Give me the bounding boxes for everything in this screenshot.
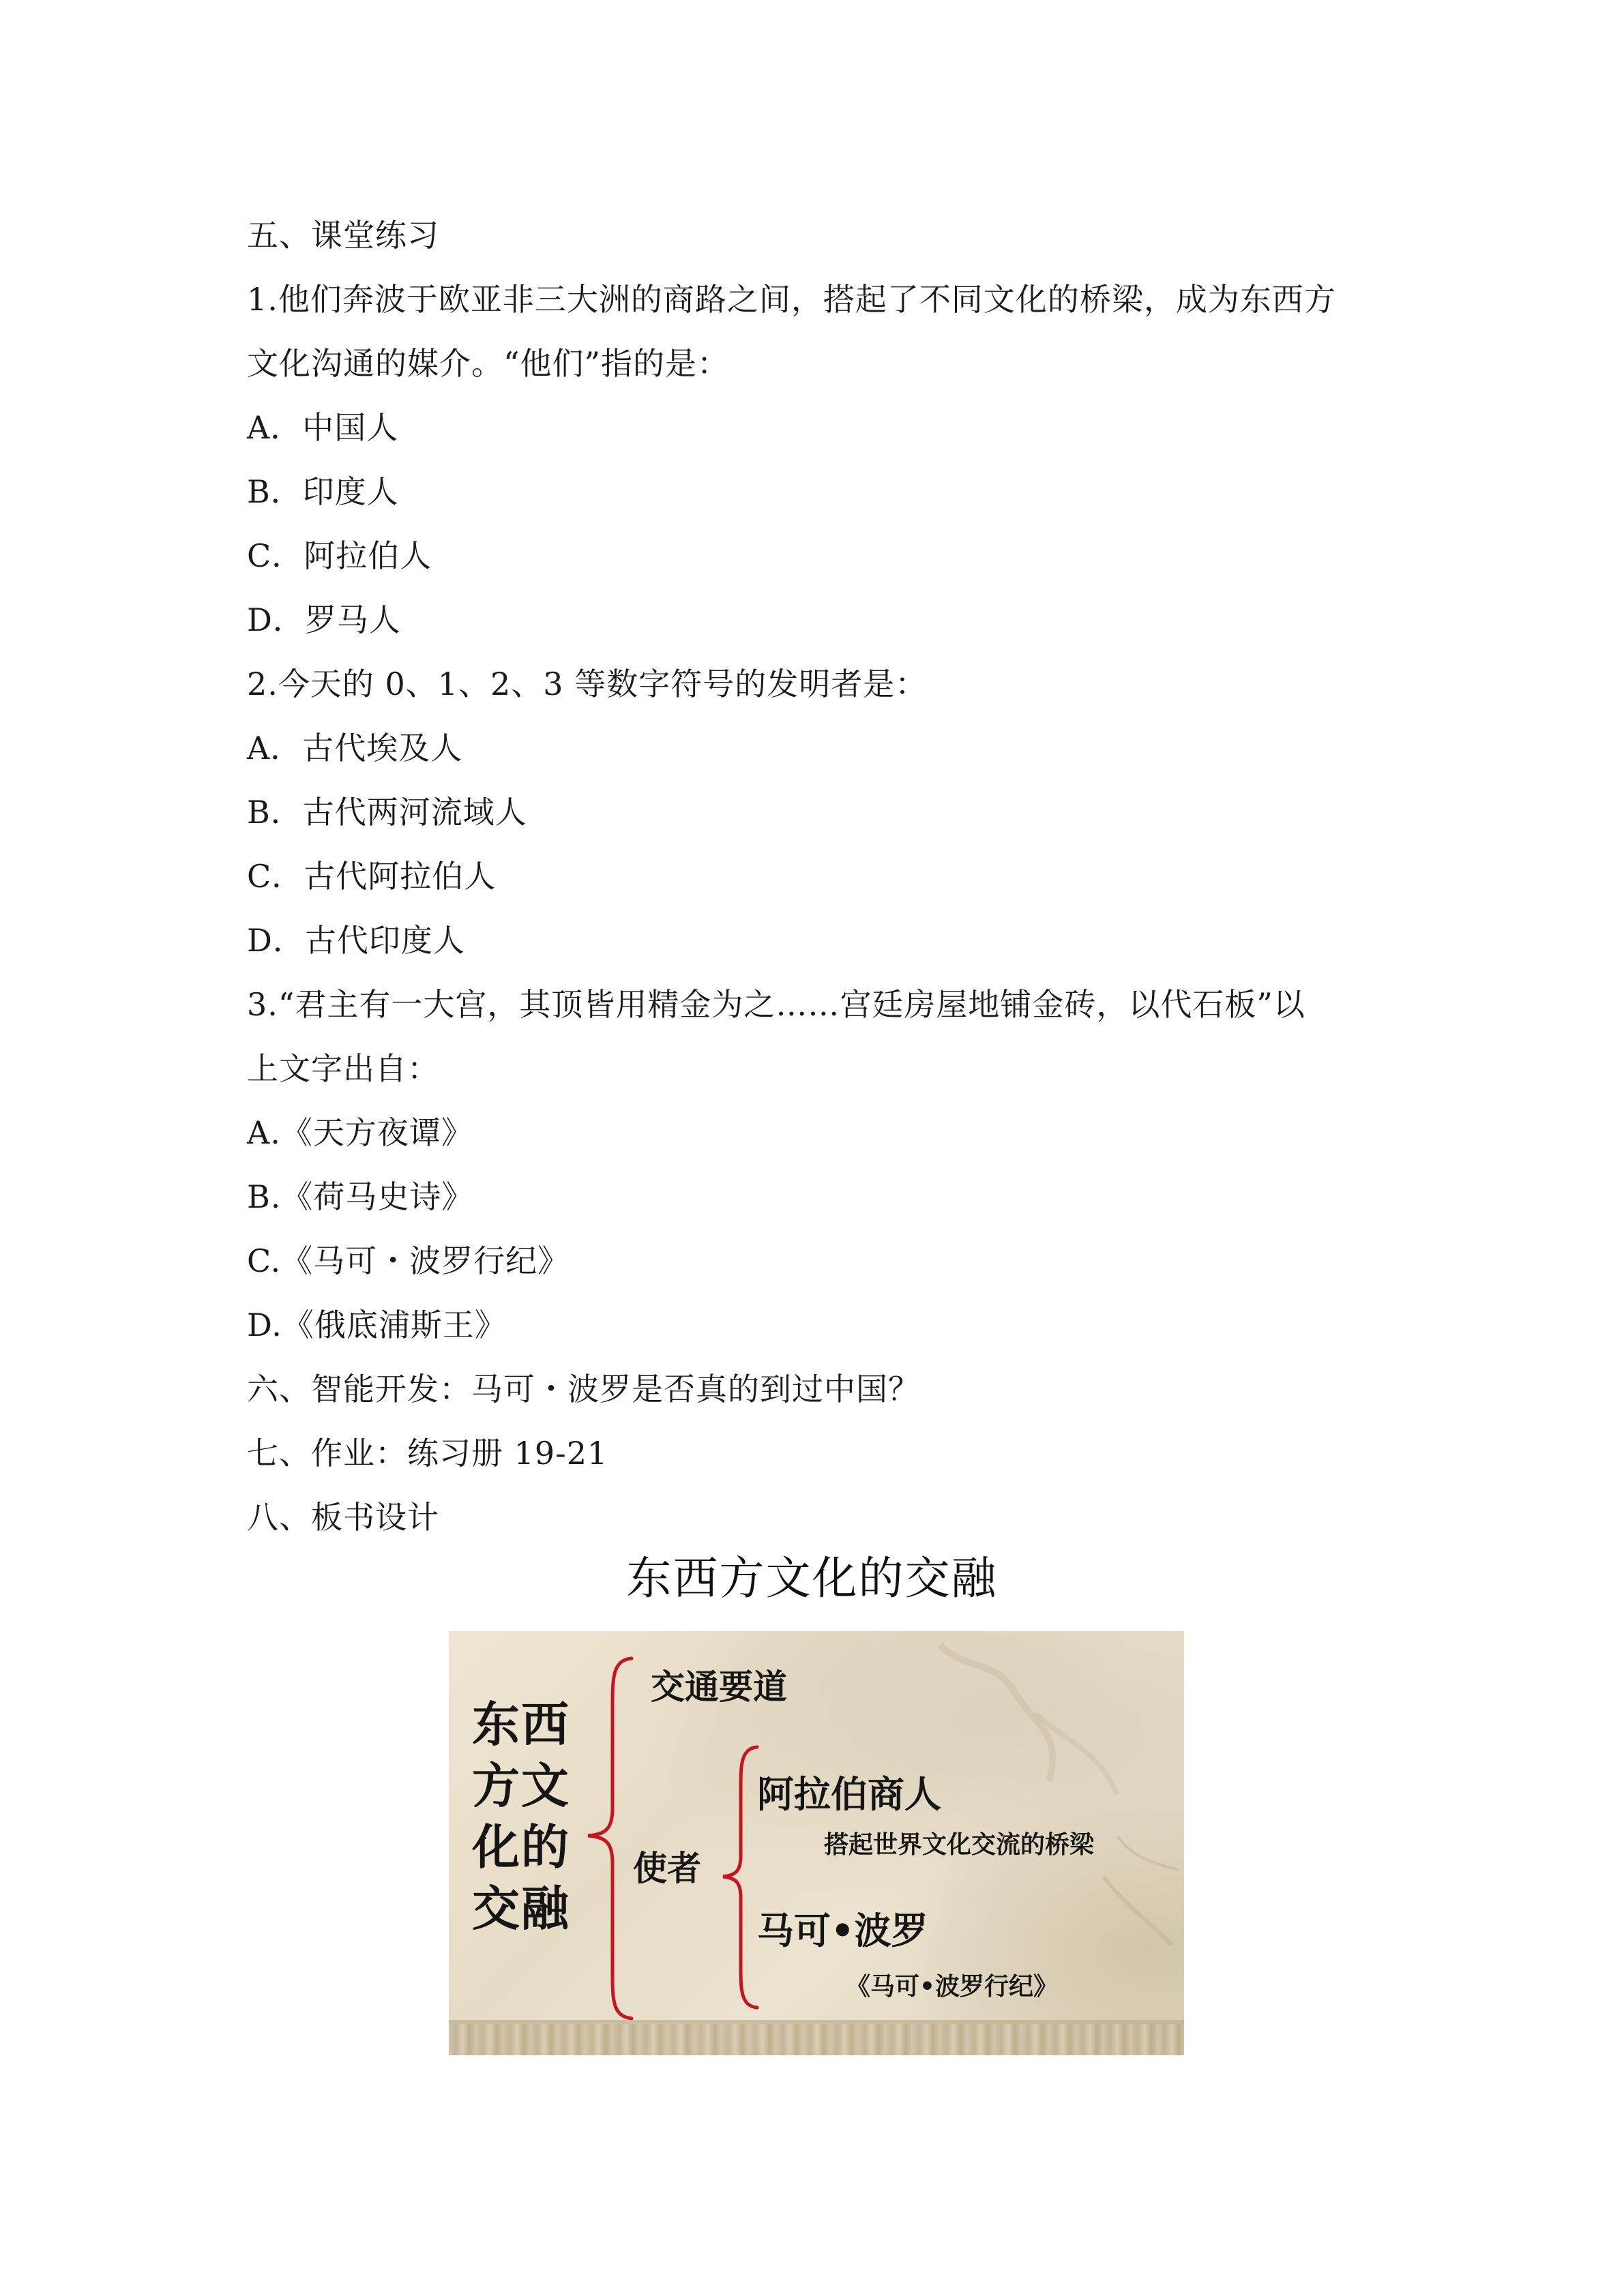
question-3-text-cont: 上文字出自： [247, 1050, 439, 1087]
board-arab-merchant: 阿拉伯商人 [757, 1773, 941, 1816]
question-3-text: 3.“君主有一大宫，其顶皆用精金为之……宫廷房屋地铺金砖，以代石板”以 [247, 986, 1305, 1023]
question-2-text: 2.今天的 0、1、2、3 等数字符号的发明者是： [247, 666, 928, 702]
question-2-option-c: C．古代阿拉伯人 [247, 858, 497, 895]
question-1-option-b: B．印度人 [247, 473, 399, 510]
board-branch-envoy: 使者 [633, 1849, 701, 1888]
question-3-option-c: C.《马可・波罗行纪》 [247, 1242, 570, 1279]
question-3-option-d: D.《俄底浦斯王》 [247, 1307, 507, 1343]
question-3-option-a: A.《天方夜谭》 [247, 1114, 473, 1151]
question-1-text-cont: 文化沟通的媒介。“他们”指的是： [247, 345, 730, 382]
board-design-image [449, 1631, 1184, 2055]
section-heading-board-design: 八、板书设计 [247, 1499, 439, 1536]
question-1-option-d: D．罗马人 [247, 601, 401, 638]
envoy-brace [723, 1747, 757, 2008]
section-heading-homework: 七、作业：练习册 19-21 [247, 1435, 608, 1472]
board-marco-polo-book: 《马可•波罗行纪》 [846, 1973, 1059, 2001]
question-3-option-b: B.《荷马史诗》 [247, 1178, 474, 1215]
question-1-option-a: A．中国人 [247, 409, 399, 446]
question-2-option-a: A．古代埃及人 [247, 730, 463, 766]
board-arab-note: 搭起世界文化交流的桥梁 [824, 1831, 1095, 1859]
lesson-text [247, 203, 1372, 1549]
question-2-option-d: D．古代印度人 [247, 922, 465, 959]
board-branch-traffic: 交通要道 [651, 1667, 787, 1707]
main-brace [588, 1658, 632, 2018]
board-main-line-4: 交融 [472, 1881, 570, 1937]
decorative-border-strip [449, 2024, 1184, 2055]
section-heading-intelligence: 六、智能开发：马可・波罗是否真的到过中国？ [247, 1371, 920, 1407]
board-main-topic [472, 1694, 570, 1939]
question-1-option-c: C．阿拉伯人 [247, 537, 432, 574]
board-design-title: 东西方文化的交融 [626, 1552, 998, 1605]
board-marco-polo: 马可•波罗 [757, 1909, 928, 1952]
question-1-text: 1.他们奔波于欧亚非三大洲的商路之间，搭起了不同文化的桥梁，成为东西方 [247, 281, 1336, 318]
section-heading-exercises: 五、课堂练习 [247, 217, 439, 254]
board-main-line-3: 化的 [472, 1819, 570, 1875]
board-main-line-1: 东西 [472, 1697, 570, 1753]
question-2-option-b: B．古代两河流域人 [247, 794, 527, 831]
board-main-line-2: 方文 [472, 1758, 570, 1814]
